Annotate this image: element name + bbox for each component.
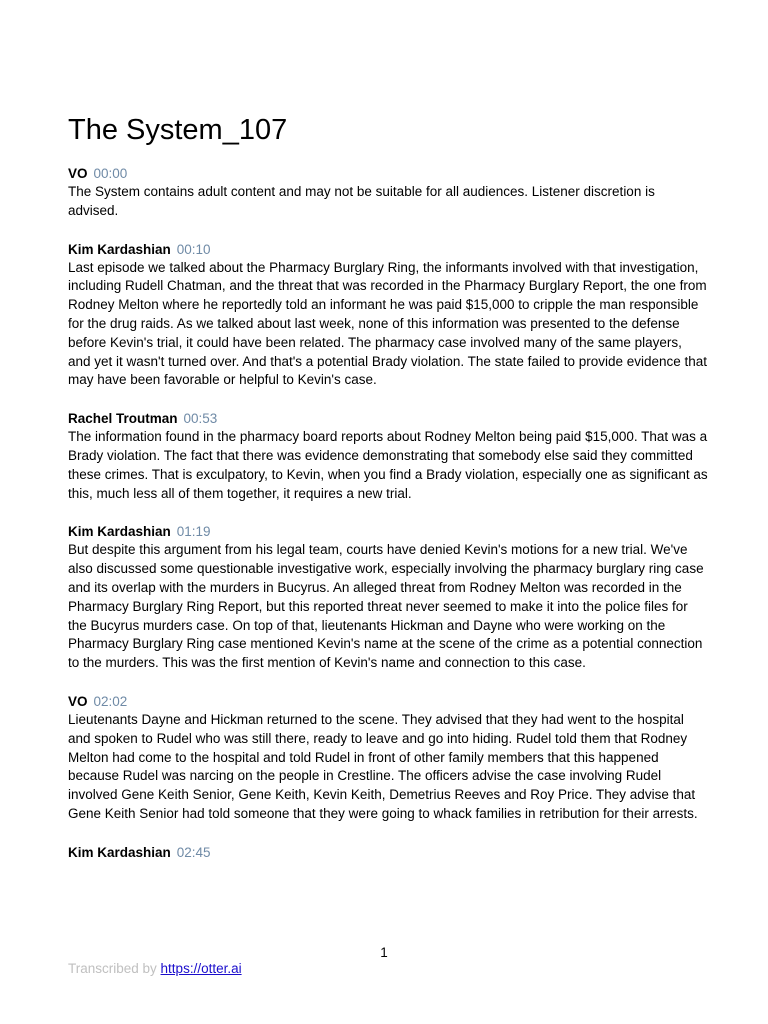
transcript-segment: [68, 164, 708, 221]
segment-meta: [68, 843, 708, 862]
timestamp: 01:19: [176, 524, 211, 540]
transcribed-by-label: Transcribed by: [68, 961, 161, 976]
segment-text: Last episode we talked about the Pharmacy Burglary Ring, the informants involved with that investigation, including Rudell Chatman, and the threat that was recorded in the Pharmacy Burglary Report, the one from Rodney Melton where he reportedly told an informant he was paid $15,000 to cripple the man responsible for the drug raids. As we talked about last week, none of this information was presented to the defense before Kevin's trial, it could have been related. The pharmacy case involved many of the same players, and yet it wasn't turned over. And that's a potential Brady violation. The state failed to provide evidence that may have been favorable or helpful to Kevin's case.: [68, 259, 708, 388]
segment-text: The information found in the pharmacy board reports about Rodney Melton being paid $15,000. That was a Brady violation. The fact that there was evidence demonstrating that somebody else said they committed these crimes. That is exculpatory, to Kevin, when you find a Brady violation, especially one as significant as this, much less all of them together, it requires a new trial.: [68, 429, 708, 501]
transcript-segment: [68, 692, 708, 824]
transcript: [68, 164, 708, 881]
timestamp: 00:10: [176, 241, 211, 257]
transcript-segment: [68, 843, 708, 862]
segment-text: Lieutenants Dayne and Hickman returned to the scene. They advised that they had went to the hospital and spoken to Rudel who was still there, ready to leave and go into hiding. Rudel told them that Rodney Melton had come to the hospital and told Rudel in front of other family members that this happened because Rudel was narcing on the people in Crestline. The officers advise the case involving Rudel involved Gene Keith Senior, Gene Keith, Kevin Keith, Demetrius Reeves and Roy Price. They advise that Gene Keith Senior had told someone that they were going to whack families in retribution for their arrests.: [68, 711, 698, 821]
speaker-name: VO: [68, 166, 88, 181]
transcript-segment: [68, 522, 708, 673]
transcript-segment: [68, 240, 708, 391]
footer-credit: [68, 960, 242, 978]
otter-link[interactable]: https://otter.ai: [160, 961, 242, 976]
timestamp: 02:45: [176, 844, 211, 860]
document-title: The System_107: [68, 114, 288, 146]
timestamp: 02:02: [93, 693, 128, 709]
segment-text: The System contains adult content and may not be suitable for all audiences. Listener discretion is advised.: [68, 184, 655, 218]
timestamp: 00:53: [183, 411, 218, 427]
segment-meta: [68, 164, 708, 183]
timestamp: 00:00: [93, 166, 128, 181]
segment-meta: [68, 409, 708, 428]
speaker-name: Kim Kardashian: [68, 524, 171, 540]
segment-meta: [68, 240, 708, 259]
page-number: 1: [380, 945, 388, 960]
speaker-name: VO: [68, 693, 88, 709]
speaker-name: Kim Kardashian: [68, 241, 171, 257]
transcript-segment: [68, 409, 708, 503]
speaker-name: Rachel Troutman: [68, 411, 178, 427]
segment-meta: [68, 522, 708, 541]
segment-text: But despite this argument from his legal team, courts have denied Kevin's motions for a new trial. We've also discussed some questionable investigative work, especially involving the pharmacy burglary ring case and its overlap with the murders in Bucyrus. An alleged threat from Rodney Melton was recorded in the Pharmacy Burglary Ring Report, but this reported threat never seemed to make it into the police files for the Bucyrus murders case. On top of that, lieutenants Hickman and Dayne who were working on the Pharmacy Burglary Ring case mentioned Kevin's name at the scene of the crime as a potential connection to the murders. This was the first mention of Kevin's name and connection to this case.: [68, 542, 704, 671]
segment-meta: [68, 692, 708, 711]
speaker-name: Kim Kardashian: [68, 844, 171, 860]
